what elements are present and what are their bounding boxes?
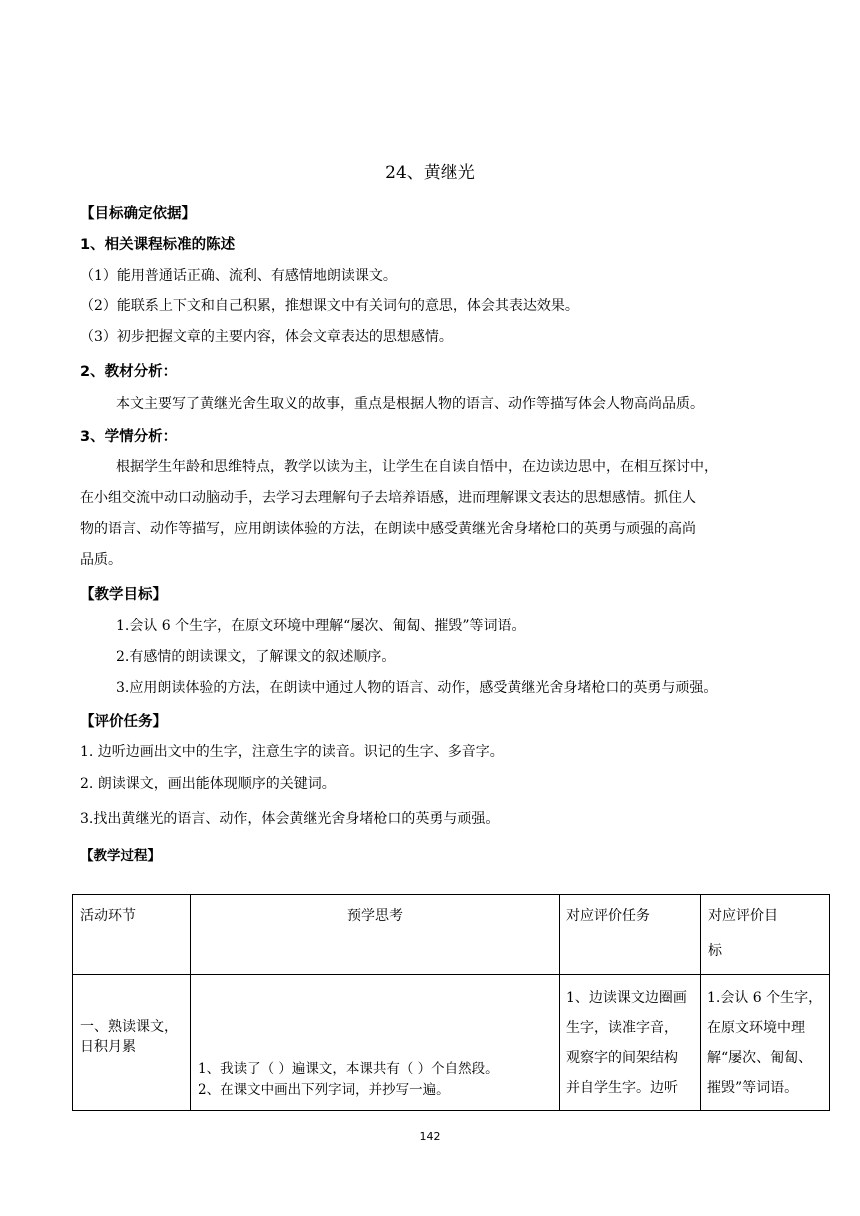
page-number: 142 <box>419 1130 441 1143</box>
process-table <box>72 894 830 1111</box>
task-line: 观察字的间架结构 <box>566 1050 678 1066</box>
section-tasks-heading: 【评价任务】 <box>80 714 167 730</box>
header-goal-cont: 标 <box>708 943 722 959</box>
stage-line: 日积月累 <box>80 1039 136 1055</box>
section-2-heading: 2、教材分析： <box>80 364 178 380</box>
table-cell-goal <box>701 975 830 1111</box>
table-cell-think <box>191 975 560 1111</box>
goal-line: 在原文环境中理 <box>707 1020 805 1036</box>
header-stage: 活动环节 <box>80 908 136 924</box>
table-header-cell <box>73 895 191 975</box>
task-item: 2. 朗读课文，画出能体现顺序的关键词。 <box>80 776 336 792</box>
think-line: 1、我读了（ ）遍课文，本课共有（ ）个自然段。 <box>198 1061 499 1077</box>
goal-line: 1.会认 6 个生字， <box>707 990 823 1006</box>
section-goals-heading: 【教学目标】 <box>80 587 167 603</box>
learner-analysis-line: 物的语言、动作等描写，应用朗读体验的方法，在朗读中感受黄继光舍身堵枪口的英勇与顽强的高尚 <box>80 521 696 537</box>
goal-line: 解“屡次、匍匐、 <box>707 1050 813 1066</box>
standard-item: （2）能联系上下文和自己积累，推想课文中有关词句的意思，体会其表达效果。 <box>80 298 579 314</box>
header-task: 对应评价任务 <box>566 908 650 924</box>
header-think: 预学思考 <box>347 908 403 924</box>
standard-item: （1）能用普通话正确、流利、有感情地朗读课文。 <box>80 268 397 284</box>
task-item: 1. 边听边画出文中的生字，注意生字的读音。识记的生字、多音字。 <box>80 744 504 760</box>
stage-line: 一、熟读课文， <box>80 1019 178 1035</box>
task-line: 并自学生字。边听 <box>566 1080 678 1096</box>
goal-item: 1.会认 6 个生字，在原文环境中理解“屡次、匍匐、摧毁”等词语。 <box>116 618 526 634</box>
table-header-row <box>73 895 830 975</box>
task-item: 3.找出黄继光的语言、动作，体会黄继光舍身堵枪口的英勇与顽强。 <box>80 811 500 827</box>
section-3-heading: 3、学情分析： <box>80 429 178 445</box>
standard-item: （3）初步把握文章的主要内容，体会文章表达的思想感情。 <box>80 329 453 345</box>
think-line: 2、在课文中画出下列字词，并抄写一遍。 <box>198 1082 450 1098</box>
section-1-heading: 1、相关课程标准的陈述 <box>80 237 236 253</box>
table-cell-task <box>560 975 701 1111</box>
table-row <box>73 975 830 1111</box>
goal-item: 3.应用朗读体验的方法，在朗读中通过人物的语言、动作，感受黄继光舍身堵枪口的英勇与顽强。 <box>116 680 718 696</box>
table-cell-stage <box>73 975 191 1111</box>
table-header-cell <box>560 895 701 975</box>
material-analysis-text: 本文主要写了黄继光舍生取义的故事，重点是根据人物的语言、动作等描写体会人物高尚品质。 <box>116 396 704 412</box>
goal-item: 2.有感情的朗读课文，了解课文的叙述顺序。 <box>116 649 396 665</box>
section-process-heading: 【教学过程】 <box>80 848 161 864</box>
table-header-cell <box>701 895 830 975</box>
goal-line: 摧毁”等词语。 <box>707 1080 799 1096</box>
table-header-cell <box>191 895 560 975</box>
task-line: 1、边读课文边圈画 <box>566 990 687 1006</box>
learner-analysis-line: 根据学生年龄和思维特点，教学以读为主，让学生在自读自悟中，在边读边思中，在相互探讨中， <box>116 459 718 475</box>
learner-analysis-line: 品质。 <box>80 552 122 568</box>
page-title: 24、黄继光 <box>385 163 475 183</box>
task-line: 生字，读准字音， <box>566 1020 678 1036</box>
section-basis-heading: 【目标确定依据】 <box>80 206 196 222</box>
header-goal: 对应评价目 <box>708 908 778 924</box>
learner-analysis-line: 在小组交流中动口动脑动手，去学习去理解句子去培养语感，进而理解课文表达的思想感情。抓住人 <box>80 490 696 506</box>
